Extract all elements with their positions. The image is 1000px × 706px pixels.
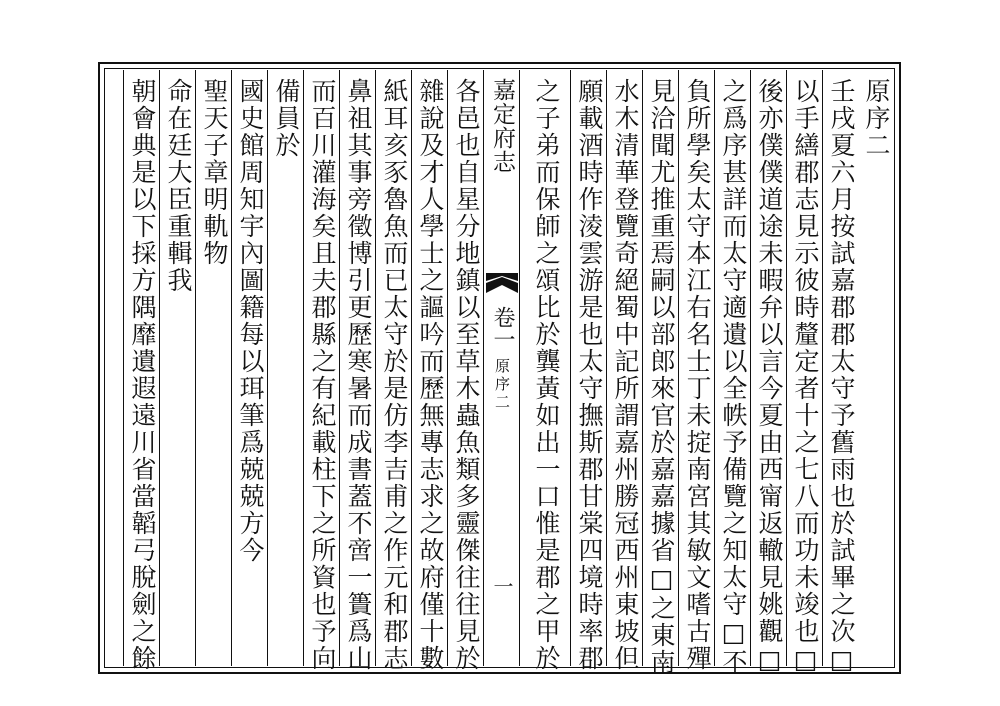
text-column — [606, 70, 642, 672]
text-column — [714, 70, 750, 676]
column-text: 鼻祖其事旁徵博引更歷寒暑而成書蓋不啻一簣爲山 — [344, 78, 373, 672]
volume-label: 卷一 — [490, 306, 515, 350]
column-text: 備員於 — [272, 78, 301, 159]
column-text: 見洽聞尤推重焉嗣以部郎來官於嘉嘉據省□之東南 — [647, 78, 676, 676]
text-column — [822, 70, 858, 676]
text-column — [678, 70, 714, 672]
center-fold-column — [483, 70, 519, 666]
column-text: 負所學矣太守本江右名士丁未掟南宮其敏文嗜古殫 — [683, 78, 712, 672]
column-text: 壬戌夏六月按試嘉郡郡太守予舊雨也於試畢之次□ — [827, 78, 856, 676]
column-text: 而百川灌海矣且夫郡縣之有紀載柱下之所資也予向 — [308, 78, 337, 672]
column-text: 以手繕郡志見示彼時釐定者十之七八而功未竣也□ — [791, 78, 820, 676]
fish-tail-mark-icon — [486, 273, 518, 301]
column-text: 紙耳亥豕魯魚而已太守於是仿李吉甫之作元和郡志 — [380, 78, 409, 672]
column-text: 國史館周知宇內圖籍每以珥筆爲兢兢方今 — [236, 78, 265, 564]
column-text: 聖天子章明軌物 — [200, 78, 229, 267]
text-column — [195, 70, 231, 666]
book-title: 嘉定府志 — [489, 78, 515, 174]
text-column — [411, 70, 447, 672]
page-number: 一 — [490, 576, 514, 596]
column-text: 命在廷大臣重輯我 — [164, 78, 193, 294]
text-column — [447, 70, 483, 672]
text-column — [339, 70, 375, 672]
column-text: 之爲序甚詳而太守適遺以全帙予備覽之知太守□不 — [719, 78, 748, 676]
column-text: 之子弟而保師之頌比於龔黃如出一口惟是郡之甲於 — [532, 78, 561, 672]
text-column — [375, 70, 411, 672]
column-text: 各邑也自星分地鎮以至草木蟲魚類多靈傑往往見於 — [452, 78, 481, 672]
text-column — [519, 70, 561, 672]
column-text: 雜說及才人學士之謳吟而歷無專志求之故府僅十數 — [416, 78, 445, 672]
column-text: 水木清華登覽奇絕蜀中記所謂嘉州勝冠西州東坡但 — [611, 78, 640, 672]
text-column — [642, 70, 678, 676]
column-text: 後亦僕僕道途未暇弁以言今夏由西甯返轍見姚觀□ — [755, 78, 784, 676]
text-column — [267, 70, 303, 666]
text-column — [303, 70, 339, 672]
text-column — [858, 70, 894, 666]
text-column — [231, 70, 267, 666]
column-text: 朝會典是以下採方隅靡遺遐遠川省當韜弓脫劍之餘 — [128, 78, 157, 672]
text-column — [123, 70, 159, 672]
column-text: 原序二 — [862, 78, 891, 159]
text-column — [786, 70, 822, 676]
text-column — [159, 70, 195, 666]
section-label: 原序二 — [493, 358, 511, 412]
column-text: 願載酒時作淩雲游是也太守撫斯郡甘棠四境時率郡 — [575, 78, 604, 672]
text-column — [750, 70, 786, 676]
text-column — [570, 70, 606, 672]
